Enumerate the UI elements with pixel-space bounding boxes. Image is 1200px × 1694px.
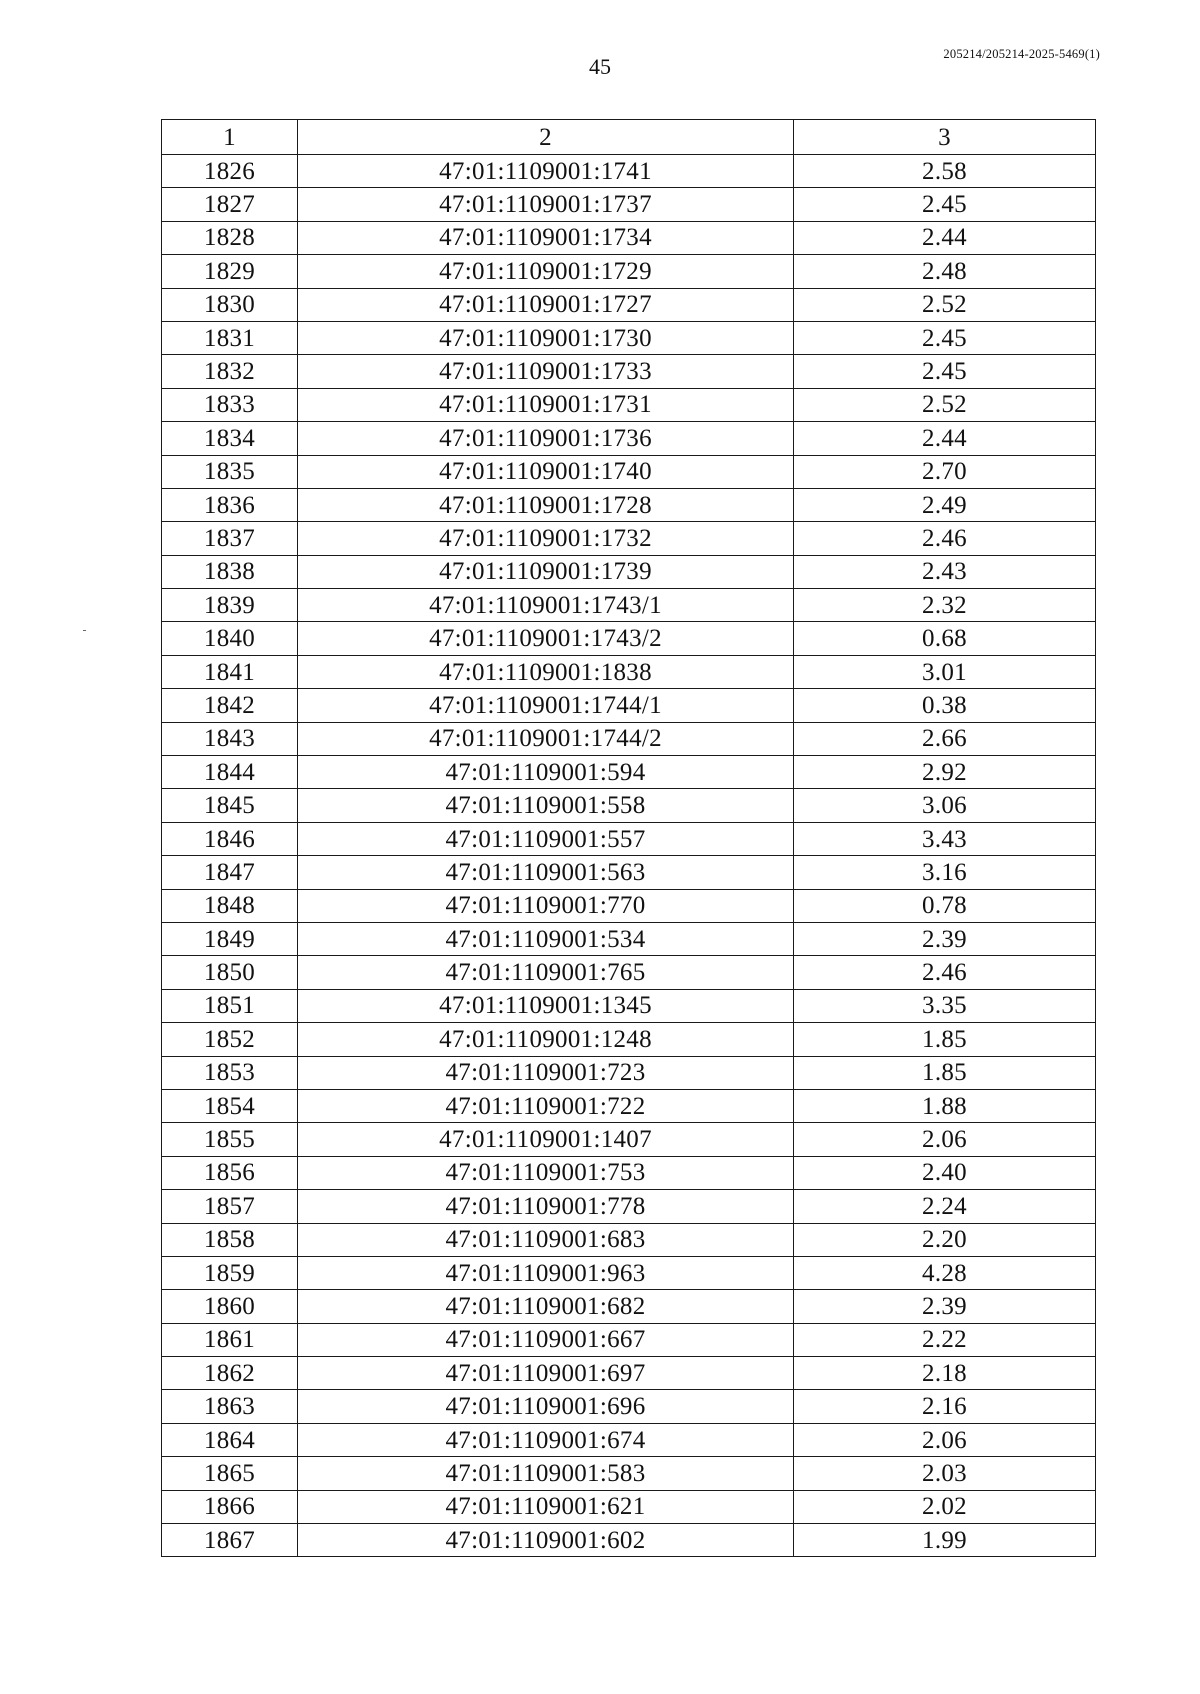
cadastral-number-cell: 47:01:1109001:558 [298, 789, 794, 822]
table-row [162, 1524, 1096, 1557]
cadastral-number-cell: 47:01:1109001:557 [298, 822, 794, 855]
row-number-cell: 1850 [162, 956, 298, 989]
cadastral-number-cell: 47:01:1109001:1345 [298, 989, 794, 1022]
row-number-cell: 1849 [162, 922, 298, 955]
value-cell: 2.43 [794, 555, 1096, 588]
table-row [162, 255, 1096, 288]
cadastral-number-cell: 47:01:1109001:1736 [298, 422, 794, 455]
row-number-cell: 1855 [162, 1123, 298, 1156]
row-number-cell: 1830 [162, 288, 298, 321]
cadastral-number-cell: 47:01:1109001:563 [298, 856, 794, 889]
row-number-cell: 1841 [162, 655, 298, 688]
table-row [162, 288, 1096, 321]
row-number-cell: 1854 [162, 1089, 298, 1122]
value-cell: 1.99 [794, 1524, 1096, 1557]
row-number-cell: 1833 [162, 388, 298, 421]
value-cell: 1.88 [794, 1089, 1096, 1122]
row-number-cell: 1837 [162, 522, 298, 555]
row-number-cell: 1860 [162, 1290, 298, 1323]
row-number-cell: 1836 [162, 488, 298, 521]
table-row [162, 321, 1096, 354]
value-cell: 4.28 [794, 1256, 1096, 1289]
value-cell: 0.78 [794, 889, 1096, 922]
value-cell: 1.85 [794, 1023, 1096, 1056]
cadastral-number-cell: 47:01:1109001:770 [298, 889, 794, 922]
row-number-cell: 1848 [162, 889, 298, 922]
row-number-cell: 1852 [162, 1023, 298, 1056]
cadastral-number-cell: 47:01:1109001:1730 [298, 321, 794, 354]
row-number-cell: 1828 [162, 221, 298, 254]
scan-speck [83, 630, 86, 631]
cadastral-number-cell: 47:01:1109001:583 [298, 1457, 794, 1490]
value-cell: 2.46 [794, 522, 1096, 555]
row-number-cell: 1842 [162, 689, 298, 722]
value-cell: 2.22 [794, 1323, 1096, 1356]
row-number-cell: 1834 [162, 422, 298, 455]
value-cell: 2.66 [794, 722, 1096, 755]
table-row [162, 889, 1096, 922]
table-row [162, 956, 1096, 989]
cadastral-number-cell: 47:01:1109001:778 [298, 1190, 794, 1223]
table-row [162, 856, 1096, 889]
table-row [162, 522, 1096, 555]
row-number-cell: 1853 [162, 1056, 298, 1089]
table-row [162, 989, 1096, 1022]
cadastral-number-cell: 47:01:1109001:1732 [298, 522, 794, 555]
cadastral-number-cell: 47:01:1109001:1838 [298, 655, 794, 688]
column-header-3: 3 [794, 120, 1096, 155]
value-cell: 2.24 [794, 1190, 1096, 1223]
value-cell: 2.39 [794, 1290, 1096, 1323]
cadastral-number-cell: 47:01:1109001:1728 [298, 488, 794, 521]
page-number: 45 [589, 54, 611, 79]
table-row [162, 722, 1096, 755]
table-row [162, 689, 1096, 722]
value-cell: 2.44 [794, 422, 1096, 455]
row-number-cell: 1829 [162, 255, 298, 288]
cadastral-number-cell: 47:01:1109001:753 [298, 1156, 794, 1189]
value-cell: 2.32 [794, 589, 1096, 622]
cadastral-number-cell: 47:01:1109001:594 [298, 756, 794, 789]
value-cell: 2.39 [794, 922, 1096, 955]
row-number-cell: 1856 [162, 1156, 298, 1189]
row-number-cell: 1859 [162, 1256, 298, 1289]
cadastral-number-cell: 47:01:1109001:602 [298, 1524, 794, 1557]
cadastral-number-cell: 47:01:1109001:674 [298, 1423, 794, 1456]
table-row [162, 1357, 1096, 1390]
cadastral-number-cell: 47:01:1109001:1744/1 [298, 689, 794, 722]
row-number-cell: 1865 [162, 1457, 298, 1490]
row-number-cell: 1835 [162, 455, 298, 488]
table-row [162, 1223, 1096, 1256]
table-body [162, 120, 1096, 1557]
value-cell: 0.68 [794, 622, 1096, 655]
value-cell: 2.02 [794, 1490, 1096, 1523]
table-row [162, 1123, 1096, 1156]
cadastral-number-cell: 47:01:1109001:722 [298, 1089, 794, 1122]
value-cell: 2.49 [794, 488, 1096, 521]
data-table [161, 119, 1096, 1557]
value-cell: 2.58 [794, 155, 1096, 188]
value-cell: 2.70 [794, 455, 1096, 488]
table-row [162, 1190, 1096, 1223]
table-row [162, 1023, 1096, 1056]
cadastral-number-cell: 47:01:1109001:723 [298, 1056, 794, 1089]
cadastral-number-cell: 47:01:1109001:1744/2 [298, 722, 794, 755]
table-row [162, 922, 1096, 955]
table-row [162, 1390, 1096, 1423]
table-row [162, 1056, 1096, 1089]
row-number-cell: 1858 [162, 1223, 298, 1256]
row-number-cell: 1864 [162, 1423, 298, 1456]
row-number-cell: 1831 [162, 321, 298, 354]
cadastral-number-cell: 47:01:1109001:534 [298, 922, 794, 955]
row-number-cell: 1866 [162, 1490, 298, 1523]
cadastral-number-cell: 47:01:1109001:1743/1 [298, 589, 794, 622]
value-cell: 2.52 [794, 288, 1096, 321]
table-row [162, 155, 1096, 188]
value-cell: 2.16 [794, 1390, 1096, 1423]
cadastral-number-cell: 47:01:1109001:697 [298, 1357, 794, 1390]
value-cell: 3.43 [794, 822, 1096, 855]
cadastral-number-cell: 47:01:1109001:1740 [298, 455, 794, 488]
table-row [162, 1089, 1096, 1122]
table-row [162, 589, 1096, 622]
row-number-cell: 1862 [162, 1357, 298, 1390]
cadastral-number-cell: 47:01:1109001:696 [298, 1390, 794, 1423]
table-row [162, 1323, 1096, 1356]
cadastral-number-cell: 47:01:1109001:765 [298, 956, 794, 989]
row-number-cell: 1844 [162, 756, 298, 789]
cadastral-number-cell: 47:01:1109001:667 [298, 1323, 794, 1356]
document-id: 205214/205214-2025-5469(1) [943, 47, 1100, 61]
row-number-cell: 1867 [162, 1524, 298, 1557]
table-row [162, 655, 1096, 688]
value-cell: 2.40 [794, 1156, 1096, 1189]
row-number-cell: 1845 [162, 789, 298, 822]
value-cell: 2.44 [794, 221, 1096, 254]
value-cell: 2.52 [794, 388, 1096, 421]
table-row [162, 355, 1096, 388]
cadastral-number-cell: 47:01:1109001:1727 [298, 288, 794, 321]
value-cell: 2.20 [794, 1223, 1096, 1256]
cadastral-number-cell: 47:01:1109001:621 [298, 1490, 794, 1523]
row-number-cell: 1832 [162, 355, 298, 388]
value-cell: 2.92 [794, 756, 1096, 789]
table-row [162, 1490, 1096, 1523]
table-row [162, 1256, 1096, 1289]
value-cell: 3.16 [794, 856, 1096, 889]
value-cell: 2.46 [794, 956, 1096, 989]
row-number-cell: 1846 [162, 822, 298, 855]
table-row [162, 388, 1096, 421]
row-number-cell: 1861 [162, 1323, 298, 1356]
table-header-row [162, 120, 1096, 155]
row-number-cell: 1847 [162, 856, 298, 889]
value-cell: 2.45 [794, 188, 1096, 221]
row-number-cell: 1843 [162, 722, 298, 755]
table-row [162, 789, 1096, 822]
table-row [162, 488, 1096, 521]
value-cell: 2.48 [794, 255, 1096, 288]
cadastral-number-cell: 47:01:1109001:1731 [298, 388, 794, 421]
table-row [162, 622, 1096, 655]
cadastral-number-cell: 47:01:1109001:1737 [298, 188, 794, 221]
value-cell: 2.03 [794, 1457, 1096, 1490]
table-row [162, 1423, 1096, 1456]
value-cell: 2.18 [794, 1357, 1096, 1390]
row-number-cell: 1838 [162, 555, 298, 588]
table-row [162, 422, 1096, 455]
cadastral-number-cell: 47:01:1109001:682 [298, 1290, 794, 1323]
table-row [162, 455, 1096, 488]
row-number-cell: 1839 [162, 589, 298, 622]
cadastral-number-cell: 47:01:1109001:1741 [298, 155, 794, 188]
table-row [162, 822, 1096, 855]
table-row [162, 555, 1096, 588]
value-cell: 3.35 [794, 989, 1096, 1022]
cadastral-number-cell: 47:01:1109001:1248 [298, 1023, 794, 1056]
value-cell: 2.45 [794, 321, 1096, 354]
table-row [162, 221, 1096, 254]
value-cell: 2.45 [794, 355, 1096, 388]
cadastral-number-cell: 47:01:1109001:1739 [298, 555, 794, 588]
cadastral-number-cell: 47:01:1109001:1729 [298, 255, 794, 288]
row-number-cell: 1840 [162, 622, 298, 655]
value-cell: 2.06 [794, 1423, 1096, 1456]
data-table-container [161, 119, 1095, 1557]
cadastral-number-cell: 47:01:1109001:1733 [298, 355, 794, 388]
row-number-cell: 1863 [162, 1390, 298, 1423]
cadastral-number-cell: 47:01:1109001:1407 [298, 1123, 794, 1156]
row-number-cell: 1827 [162, 188, 298, 221]
value-cell: 2.06 [794, 1123, 1096, 1156]
table-row [162, 756, 1096, 789]
table-row [162, 188, 1096, 221]
row-number-cell: 1857 [162, 1190, 298, 1223]
cadastral-number-cell: 47:01:1109001:683 [298, 1223, 794, 1256]
row-number-cell: 1826 [162, 155, 298, 188]
row-number-cell: 1851 [162, 989, 298, 1022]
cadastral-number-cell: 47:01:1109001:1734 [298, 221, 794, 254]
value-cell: 3.01 [794, 655, 1096, 688]
table-row [162, 1290, 1096, 1323]
column-header-2: 2 [298, 120, 794, 155]
value-cell: 3.06 [794, 789, 1096, 822]
cadastral-number-cell: 47:01:1109001:963 [298, 1256, 794, 1289]
table-row [162, 1457, 1096, 1490]
table-row [162, 1156, 1096, 1189]
value-cell: 1.85 [794, 1056, 1096, 1089]
cadastral-number-cell: 47:01:1109001:1743/2 [298, 622, 794, 655]
value-cell: 0.38 [794, 689, 1096, 722]
column-header-1: 1 [162, 120, 298, 155]
